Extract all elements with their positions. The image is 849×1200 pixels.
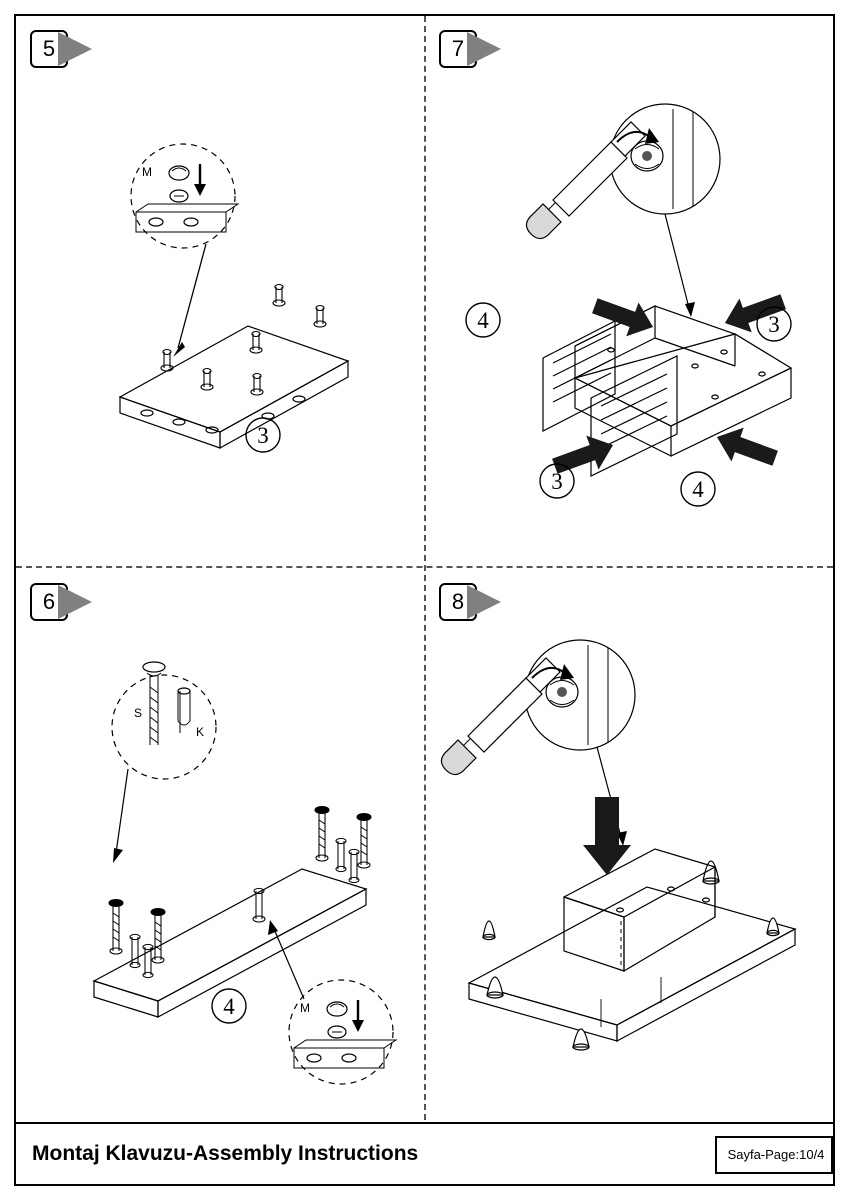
panel-step-7 [425,16,833,568]
triangle-icon [58,32,92,66]
step-8-illustration [425,569,833,1120]
document-title: Montaj Klavuzu-Assembly Instructions [32,1142,419,1165]
step-number-7: 7 [439,30,477,68]
step-badge-8 [439,583,503,635]
part-callout-3b: 3 [551,469,563,494]
step-number-6: 6 [30,583,68,621]
step-badge-7 [439,30,503,82]
part-callout-3a: 3 [768,312,780,337]
triangle-icon [467,32,501,66]
triangle-icon [467,585,501,619]
triangle-icon [58,585,92,619]
panel-step-5 [16,16,424,568]
panel-grid [16,16,833,1120]
step-7-illustration [425,16,833,568]
step-number-5: 5 [30,30,68,68]
detail-label-s: S [133,706,143,720]
step-6-illustration [16,569,424,1120]
detail-label-m: M [142,165,152,179]
part-callout-4a: 4 [477,308,489,333]
panel-step-8 [425,569,833,1120]
detail-label-k: K [195,725,205,739]
part-callout-4: 4 [223,994,235,1019]
part-callout-4b: 4 [692,477,704,502]
detail-label-m: M [300,1001,310,1015]
step-number-8: 8 [439,583,477,621]
panel-step-6 [16,569,424,1120]
step-badge-6 [30,583,94,635]
step-badge-5 [30,30,94,82]
page-number-box [715,1136,833,1174]
footer [16,1122,833,1184]
page-number: Sayfa-Page:10/4 [727,1147,825,1162]
part-callout-3: 3 [257,423,269,448]
step-5-illustration [16,16,424,568]
